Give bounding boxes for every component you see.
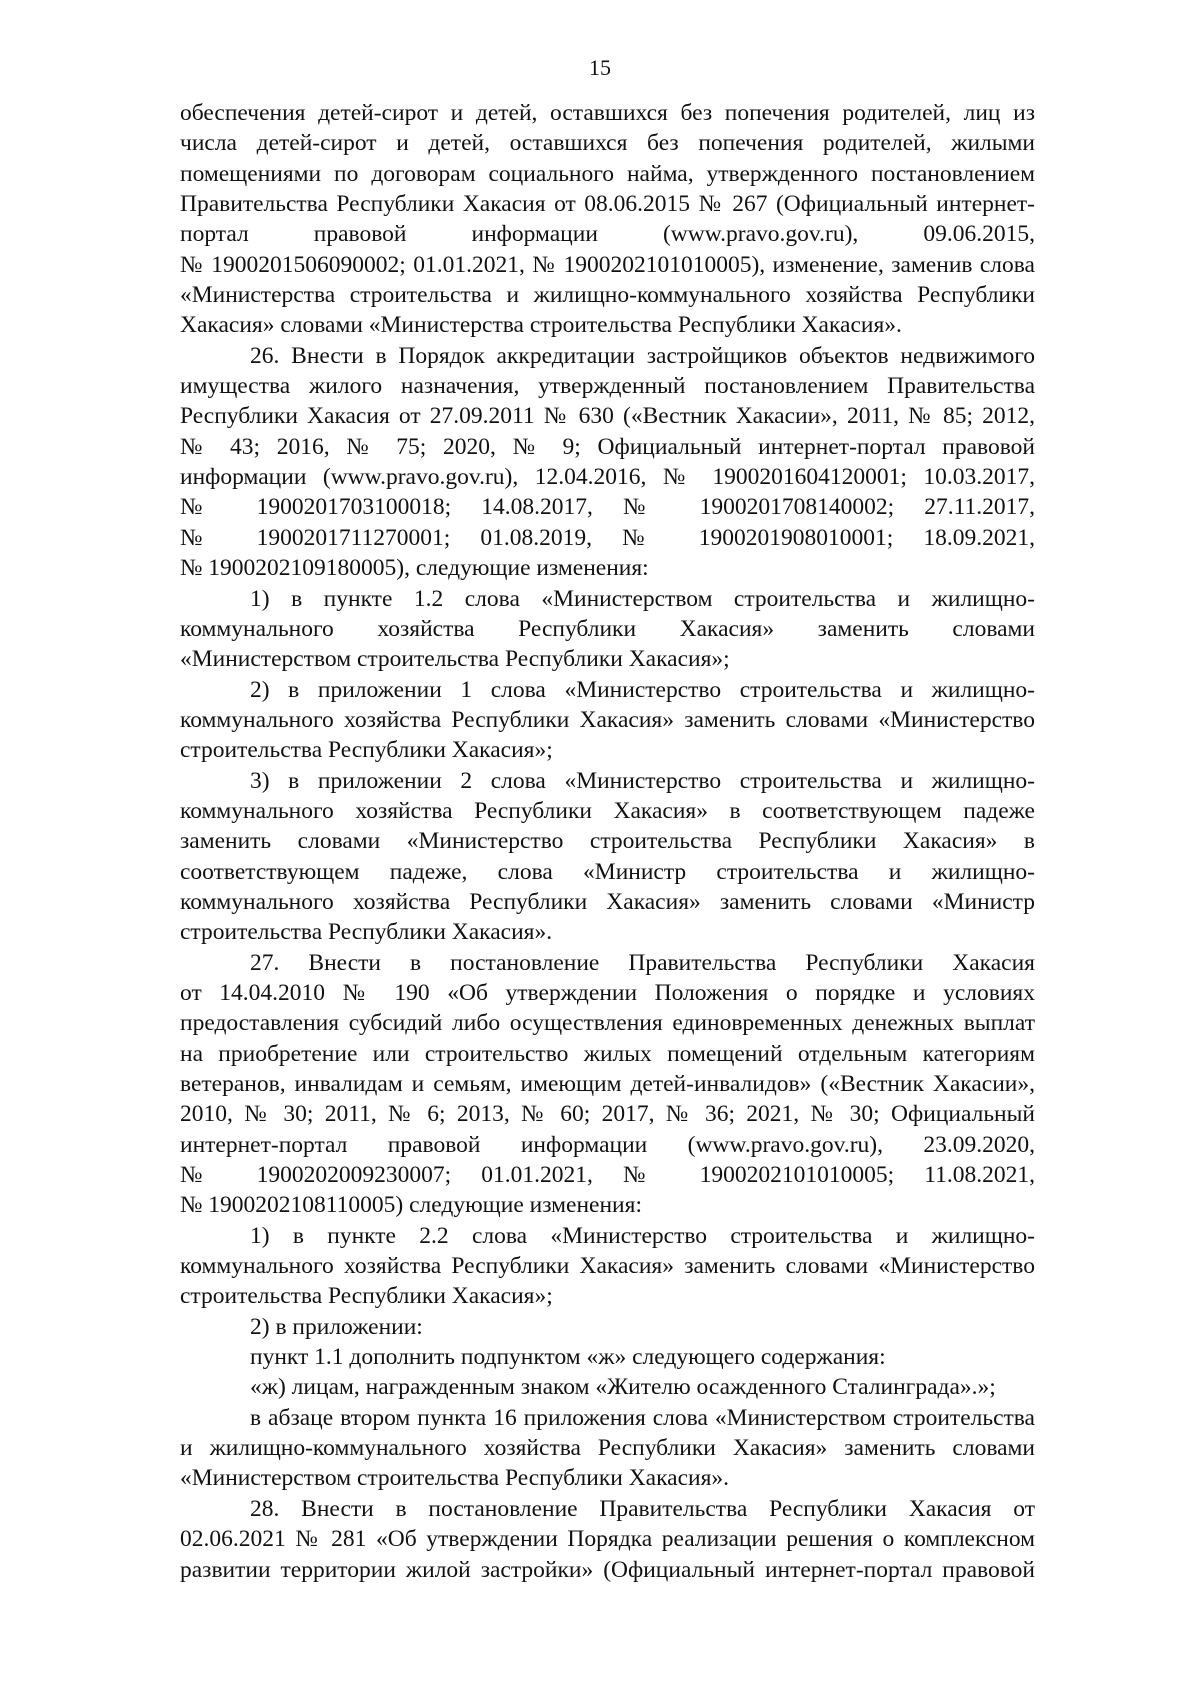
text-line: от 14.04.2010 № 190 «Об утверждении Положения о порядке и условиях	[180, 979, 1035, 1006]
text-line: коммунального хозяйства Республики Хакасия» заменить словами «Министерство	[180, 706, 1035, 733]
text-line: предоставления субсидий либо осуществления единовременных денежных выплат	[180, 1010, 1035, 1037]
text-line: соответствующем падеже, слова «Министр строительства и жилищно-	[180, 858, 1035, 885]
text-line: 2) в приложении:	[250, 1313, 423, 1340]
text-line: № 1900202009230007; 01.01.2021, № 1900202101010005; 11.08.2021,	[180, 1162, 1035, 1189]
text-line: Республики Хакасия от 27.09.2011 № 630 («Вестник Хакасии», 2011, № 85; 2012,	[180, 403, 1035, 430]
text-line: коммунального хозяйства Республики Хакасия» в соответствующем падеже	[180, 797, 1035, 824]
text-line: «Министерства строительства и жилищно-коммунального хозяйства Республики	[180, 282, 1035, 309]
text-line: интернет-портал правовой информации (www.pravo.gov.ru), 23.09.2020,	[180, 1131, 1035, 1158]
text-line: коммунального хозяйства Республики Хакасия» заменить словами «Министр	[180, 888, 1035, 915]
text-line: «ж) лицам, награжденным знаком «Жителю осажденного Сталинграда».»;	[250, 1374, 996, 1401]
text-line: № 1900202109180005), следующие изменения:	[180, 555, 649, 582]
text-line: «Министерством строительства Республики Хакасия».	[180, 1465, 730, 1492]
text-line: № 1900202108110005) следующие изменения:	[180, 1192, 642, 1219]
text-line: 28. Внести в постановление Правительства Республики Хакасия от	[250, 1495, 1035, 1522]
text-line: на приобретение или строительство жилых помещений отдельным категориям	[180, 1040, 1035, 1067]
text-line: № 43; 2016, № 75; 2020, № 9; Официальный интернет-портал правовой	[180, 433, 1035, 460]
text-line: портал правовой информации (www.pravo.gov.ru), 09.06.2015,	[180, 221, 1035, 248]
text-line: строительства Республики Хакасия»;	[180, 737, 553, 764]
text-line: и жилищно-коммунального хозяйства Республики Хакасия» заменить словами	[180, 1435, 1035, 1462]
text-line: 26. Внести в Порядок аккредитации застройщиков объектов недвижимого	[250, 342, 1035, 369]
text-line: 3) в приложении 2 слова «Министерство строительства и жилищно-	[250, 767, 1035, 794]
text-line: 2) в приложении 1 слова «Министерство строительства и жилищно-	[250, 676, 1035, 703]
text-line: № 1900201711270001; 01.08.2019, № 1900201908010001; 18.09.2021,	[180, 524, 1035, 551]
text-line: Правительства Республики Хакасия от 08.06.2015 № 267 (Официальный интернет-	[180, 191, 1035, 218]
text-line: коммунального хозяйства Республики Хакасия» заменить словами «Министерство	[180, 1253, 1035, 1280]
text-line: «Министерством строительства Республики Хакасия»;	[180, 646, 730, 673]
text-line: 1) в пункте 2.2 слова «Министерство строительства и жилищно-	[250, 1222, 1035, 1249]
text-line: строительства Республики Хакасия»;	[180, 1283, 553, 1310]
text-line: 1) в пункте 1.2 слова «Министерством строительства и жилищно-	[250, 585, 1035, 612]
text-line: имущества жилого назначения, утвержденный постановлением Правительства	[180, 373, 1035, 400]
text-line: коммунального хозяйства Республики Хакасия» заменить словами	[180, 615, 1035, 642]
text-line: информации (www.pravo.gov.ru), 12.04.2016, № 1900201604120001; 10.03.2017,	[180, 464, 1035, 491]
text-line: Хакасия» словами «Министерства строительства Республики Хакасия».	[180, 312, 902, 339]
text-line: строительства Республики Хакасия».	[180, 919, 553, 946]
text-line: ветеранов, инвалидам и семьям, имеющим детей-инвалидов» («Вестник Хакасии»,	[180, 1071, 1035, 1097]
text-line: пункт 1.1 дополнить подпунктом «ж» следующего содержания:	[250, 1344, 886, 1371]
page-number: 15	[589, 55, 611, 80]
text-line: 2010, № 30; 2011, № 6; 2013, № 60; 2017, № 36; 2021, № 30; Официальный	[180, 1101, 1035, 1128]
text-line: № 1900201506090002; 01.01.2021, № 1900202101010005), изменение, заменив слова	[180, 251, 1035, 278]
text-line: № 1900201703100018; 14.08.2017, № 1900201708140002; 27.11.2017,	[180, 494, 1035, 521]
text-line: в абзаце втором пункта 16 приложения слова «Министерством строительства	[250, 1404, 1035, 1431]
text-line: развитии территории жилой застройки» (Официальный интернет-портал правовой	[180, 1556, 1035, 1583]
text-line: помещениями по договорам социального найма, утвержденного постановлением	[180, 160, 1035, 187]
text-line: 27. Внести в постановление Правительства Республики Хакасия	[250, 949, 1035, 976]
document-body	[180, 98, 1035, 1585]
text-line: числа детей-сирот и детей, оставшихся без попечения родителей, жилыми	[180, 130, 1035, 157]
text-line: заменить словами «Министерство строительства Республики Хакасия» в	[180, 828, 1035, 855]
text-line: обеспечения детей-сирот и детей, оставшихся без попечения родителей, лиц из	[180, 100, 1035, 126]
text-line: 02.06.2021 № 281 «Об утверждении Порядка реализации решения о комплексном	[180, 1526, 1035, 1553]
